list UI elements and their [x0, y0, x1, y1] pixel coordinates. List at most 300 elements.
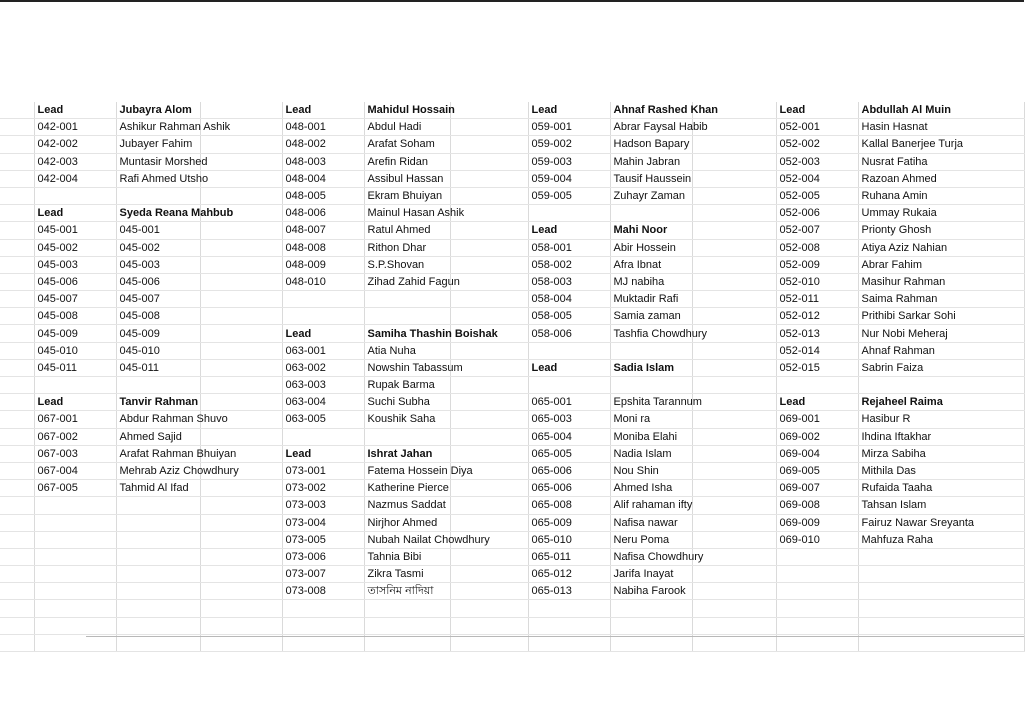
- sheet-cell[interactable]: [116, 600, 200, 617]
- sheet-cell[interactable]: [450, 428, 528, 445]
- sheet-cell[interactable]: Abrar Fahim: [858, 256, 1024, 273]
- sheet-cell[interactable]: 045-009: [116, 325, 200, 342]
- sheet-cell[interactable]: [692, 308, 776, 325]
- sheet-cell[interactable]: 045-002: [34, 239, 116, 256]
- sheet-cell[interactable]: [0, 583, 34, 600]
- sheet-cell[interactable]: [610, 617, 692, 634]
- sheet-cell[interactable]: Ashikur Rahman Ashik: [116, 119, 200, 136]
- sheet-cell[interactable]: Arafat Soham: [364, 136, 450, 153]
- sheet-cell[interactable]: [858, 548, 1024, 565]
- sheet-cell[interactable]: Tanvir Rahman: [116, 394, 200, 411]
- sheet-cell[interactable]: [0, 119, 34, 136]
- sheet-cell[interactable]: Nirjhor Ahmed: [364, 514, 450, 531]
- sheet-cell[interactable]: 045-001: [34, 222, 116, 239]
- sheet-cell[interactable]: 069-004: [776, 445, 858, 462]
- sheet-cell[interactable]: [34, 377, 116, 394]
- sheet-cell[interactable]: Abdullah Al Muin: [858, 102, 1024, 119]
- sheet-cell[interactable]: Zikra Tasmi: [364, 566, 450, 583]
- sheet-cell[interactable]: Ishrat Jahan: [364, 445, 450, 462]
- sheet-cell[interactable]: 065-006: [528, 462, 610, 479]
- sheet-cell[interactable]: Arafat Rahman Bhuiyan: [116, 445, 200, 462]
- sheet-cell[interactable]: 045-011: [34, 359, 116, 376]
- sheet-cell[interactable]: 045-006: [116, 273, 200, 290]
- sheet-cell[interactable]: Jubayer Fahim: [116, 136, 200, 153]
- sheet-cell[interactable]: [116, 531, 200, 548]
- sheet-cell[interactable]: 059-002: [528, 136, 610, 153]
- sheet-cell[interactable]: [0, 428, 34, 445]
- sheet-cell[interactable]: Mirza Sabiha: [858, 445, 1024, 462]
- sheet-cell[interactable]: [200, 308, 282, 325]
- sheet-cell[interactable]: 065-008: [528, 497, 610, 514]
- sheet-cell[interactable]: [692, 583, 776, 600]
- sheet-cell[interactable]: [200, 239, 282, 256]
- sheet-cell[interactable]: [450, 102, 528, 119]
- sheet-cell[interactable]: [0, 239, 34, 256]
- sheet-cell[interactable]: [200, 256, 282, 273]
- sheet-cell[interactable]: [858, 377, 1024, 394]
- sheet-cell[interactable]: [200, 600, 282, 617]
- sheet-cell[interactable]: [450, 548, 528, 565]
- sheet-cell[interactable]: Hasin Hasnat: [858, 119, 1024, 136]
- sheet-cell[interactable]: [450, 153, 528, 170]
- sheet-cell[interactable]: 063-001: [282, 342, 364, 359]
- sheet-cell[interactable]: 065-003: [528, 411, 610, 428]
- sheet-cell[interactable]: [692, 256, 776, 273]
- sheet-cell[interactable]: [692, 136, 776, 153]
- sheet-cell[interactable]: [0, 102, 34, 119]
- sheet-cell[interactable]: 052-007: [776, 222, 858, 239]
- sheet-cell[interactable]: Rupak Barma: [364, 377, 450, 394]
- sheet-cell[interactable]: Atia Nuha: [364, 342, 450, 359]
- sheet-cell[interactable]: [450, 480, 528, 497]
- sheet-cell[interactable]: 045-009: [34, 325, 116, 342]
- sheet-cell[interactable]: 067-002: [34, 428, 116, 445]
- sheet-cell[interactable]: 069-002: [776, 428, 858, 445]
- sheet-cell[interactable]: [450, 342, 528, 359]
- sheet-cell[interactable]: [34, 600, 116, 617]
- sheet-cell[interactable]: 073-004: [282, 514, 364, 531]
- sheet-cell[interactable]: [116, 514, 200, 531]
- sheet-cell[interactable]: Nazmus Saddat: [364, 497, 450, 514]
- sheet-cell[interactable]: [692, 273, 776, 290]
- sheet-cell[interactable]: 059-001: [528, 119, 610, 136]
- sheet-cell[interactable]: Prionty Ghosh: [858, 222, 1024, 239]
- sheet-cell[interactable]: 048-001: [282, 119, 364, 136]
- sheet-cell[interactable]: [0, 325, 34, 342]
- sheet-cell[interactable]: [692, 514, 776, 531]
- sheet-cell[interactable]: [0, 256, 34, 273]
- sheet-cell[interactable]: 045-010: [116, 342, 200, 359]
- sheet-cell[interactable]: 048-008: [282, 239, 364, 256]
- sheet-cell[interactable]: Fatema Hossein Diya: [364, 462, 450, 479]
- sheet-cell[interactable]: [0, 634, 34, 651]
- sheet-cell[interactable]: 048-003: [282, 153, 364, 170]
- sheet-cell[interactable]: 045-008: [34, 308, 116, 325]
- sheet-cell[interactable]: Mahi Noor: [610, 222, 692, 239]
- sheet-cell[interactable]: Moniba Elahi: [610, 428, 692, 445]
- sheet-cell[interactable]: Rufaida Taaha: [858, 480, 1024, 497]
- sheet-cell[interactable]: [34, 531, 116, 548]
- sheet-cell[interactable]: [692, 222, 776, 239]
- sheet-cell[interactable]: 058-004: [528, 291, 610, 308]
- sheet-cell[interactable]: 052-004: [776, 170, 858, 187]
- sheet-cell[interactable]: Tahmid Al Ifad: [116, 480, 200, 497]
- sheet-cell[interactable]: [692, 480, 776, 497]
- sheet-cell[interactable]: [776, 583, 858, 600]
- sheet-cell[interactable]: 073-005: [282, 531, 364, 548]
- sheet-cell[interactable]: [0, 308, 34, 325]
- sheet-cell[interactable]: Nowshin Tabassum: [364, 359, 450, 376]
- sheet-cell[interactable]: 058-003: [528, 273, 610, 290]
- sheet-cell[interactable]: Mainul Hasan Ashik: [364, 205, 450, 222]
- sheet-cell[interactable]: [0, 153, 34, 170]
- sheet-cell[interactable]: [858, 583, 1024, 600]
- sheet-cell[interactable]: 048-002: [282, 136, 364, 153]
- sheet-cell[interactable]: [692, 445, 776, 462]
- sheet-cell[interactable]: [0, 187, 34, 204]
- sheet-cell[interactable]: Lead: [282, 325, 364, 342]
- sheet-cell[interactable]: 058-006: [528, 325, 610, 342]
- sheet-cell[interactable]: [0, 566, 34, 583]
- sheet-cell[interactable]: [116, 617, 200, 634]
- sheet-cell[interactable]: Prithibi Sarkar Sohi: [858, 308, 1024, 325]
- sheet-cell[interactable]: Ihdina Iftakhar: [858, 428, 1024, 445]
- sheet-cell[interactable]: Nafisa nawar: [610, 514, 692, 531]
- sheet-cell[interactable]: 067-004: [34, 462, 116, 479]
- sheet-cell[interactable]: Saima Rahman: [858, 291, 1024, 308]
- sheet-cell[interactable]: [364, 308, 450, 325]
- sheet-cell[interactable]: Mehrab Aziz Chowdhury: [116, 462, 200, 479]
- sheet-cell[interactable]: 065-001: [528, 394, 610, 411]
- sheet-cell[interactable]: [200, 394, 282, 411]
- sheet-cell[interactable]: Nou Shin: [610, 462, 692, 479]
- sheet-cell[interactable]: 058-001: [528, 239, 610, 256]
- sheet-cell[interactable]: 067-001: [34, 411, 116, 428]
- sheet-cell[interactable]: Nubah Nailat Chowdhury: [364, 531, 450, 548]
- sheet-cell[interactable]: 052-001: [776, 119, 858, 136]
- sheet-cell[interactable]: Ekram Bhuiyan: [364, 187, 450, 204]
- sheet-cell[interactable]: 045-003: [116, 256, 200, 273]
- sheet-cell[interactable]: [0, 273, 34, 290]
- sheet-cell[interactable]: [776, 566, 858, 583]
- sheet-cell[interactable]: 058-002: [528, 256, 610, 273]
- sheet-cell[interactable]: Ahnaf Rashed Khan: [610, 102, 692, 119]
- sheet-cell[interactable]: Razoan Ahmed: [858, 170, 1024, 187]
- sheet-cell[interactable]: Alif rahaman ifty: [610, 497, 692, 514]
- sheet-cell[interactable]: 052-011: [776, 291, 858, 308]
- sheet-cell[interactable]: Lead: [776, 102, 858, 119]
- sheet-cell[interactable]: [692, 187, 776, 204]
- sheet-cell[interactable]: [528, 377, 610, 394]
- sheet-cell[interactable]: Sadia Islam: [610, 359, 692, 376]
- sheet-cell[interactable]: [0, 205, 34, 222]
- sheet-cell[interactable]: [34, 548, 116, 565]
- sheet-cell[interactable]: 069-007: [776, 480, 858, 497]
- sheet-cell[interactable]: 065-010: [528, 531, 610, 548]
- sheet-cell[interactable]: [692, 548, 776, 565]
- sheet-cell[interactable]: [858, 566, 1024, 583]
- sheet-cell[interactable]: Nur Nobi Meheraj: [858, 325, 1024, 342]
- sheet-cell[interactable]: 045-007: [34, 291, 116, 308]
- sheet-cell[interactable]: S.P.Shovan: [364, 256, 450, 273]
- sheet-cell[interactable]: [450, 187, 528, 204]
- sheet-cell[interactable]: Kallal Banerjee Turja: [858, 136, 1024, 153]
- sheet-cell[interactable]: [450, 514, 528, 531]
- sheet-cell[interactable]: [858, 617, 1024, 634]
- sheet-cell[interactable]: 052-006: [776, 205, 858, 222]
- sheet-cell[interactable]: [450, 411, 528, 428]
- sheet-cell[interactable]: 073-002: [282, 480, 364, 497]
- sheet-cell[interactable]: [528, 342, 610, 359]
- sheet-cell[interactable]: [282, 600, 364, 617]
- sheet-cell[interactable]: [776, 617, 858, 634]
- sheet-cell[interactable]: [692, 566, 776, 583]
- sheet-cell[interactable]: [610, 377, 692, 394]
- sheet-cell[interactable]: [200, 617, 282, 634]
- sheet-cell[interactable]: Rejaheel Raima: [858, 394, 1024, 411]
- sheet-cell[interactable]: Ratul Ahmed: [364, 222, 450, 239]
- sheet-cell[interactable]: 065-011: [528, 548, 610, 565]
- sheet-cell[interactable]: 067-003: [34, 445, 116, 462]
- sheet-cell[interactable]: [0, 514, 34, 531]
- sheet-cell[interactable]: 059-005: [528, 187, 610, 204]
- sheet-cell[interactable]: [200, 222, 282, 239]
- sheet-cell[interactable]: 048-006: [282, 205, 364, 222]
- sheet-cell[interactable]: [0, 600, 34, 617]
- sheet-cell[interactable]: [200, 548, 282, 565]
- sheet-cell[interactable]: [450, 222, 528, 239]
- sheet-cell[interactable]: [0, 497, 34, 514]
- sheet-cell[interactable]: [692, 170, 776, 187]
- sheet-cell[interactable]: [692, 359, 776, 376]
- sheet-cell[interactable]: [450, 119, 528, 136]
- sheet-cell[interactable]: [116, 548, 200, 565]
- sheet-cell[interactable]: [692, 205, 776, 222]
- sheet-cell[interactable]: 063-004: [282, 394, 364, 411]
- sheet-cell[interactable]: Zuhayr Zaman: [610, 187, 692, 204]
- sheet-cell[interactable]: 065-004: [528, 428, 610, 445]
- sheet-cell[interactable]: [692, 239, 776, 256]
- sheet-cell[interactable]: 045-008: [116, 308, 200, 325]
- sheet-cell[interactable]: [450, 136, 528, 153]
- sheet-cell[interactable]: [0, 548, 34, 565]
- sheet-cell[interactable]: Rithon Dhar: [364, 239, 450, 256]
- sheet-cell[interactable]: [116, 377, 200, 394]
- sheet-cell[interactable]: Nadia Islam: [610, 445, 692, 462]
- sheet-cell[interactable]: 045-007: [116, 291, 200, 308]
- sheet-cell[interactable]: Abdur Rahman Shuvo: [116, 411, 200, 428]
- sheet-cell[interactable]: [34, 617, 116, 634]
- sheet-cell[interactable]: Samiha Thashin Boishak: [364, 325, 450, 342]
- sheet-cell[interactable]: 067-005: [34, 480, 116, 497]
- sheet-cell[interactable]: Katherine Pierce: [364, 480, 450, 497]
- sheet-cell[interactable]: 069-009: [776, 514, 858, 531]
- sheet-cell[interactable]: Tashfia Chowdhury: [610, 325, 692, 342]
- sheet-cell[interactable]: [200, 377, 282, 394]
- sheet-cell[interactable]: তাসনিম নাদিয়া: [364, 583, 450, 600]
- sheet-cell[interactable]: [450, 600, 528, 617]
- sheet-cell[interactable]: 073-007: [282, 566, 364, 583]
- sheet-cell[interactable]: Abir Hossein: [610, 239, 692, 256]
- sheet-cell[interactable]: [200, 136, 282, 153]
- sheet-cell[interactable]: [116, 566, 200, 583]
- sheet-cell[interactable]: 045-006: [34, 273, 116, 290]
- sheet-cell[interactable]: 045-011: [116, 359, 200, 376]
- sheet-cell[interactable]: 065-006: [528, 480, 610, 497]
- sheet-cell[interactable]: 042-001: [34, 119, 116, 136]
- sheet-cell[interactable]: 069-008: [776, 497, 858, 514]
- sheet-cell[interactable]: Suchi Subha: [364, 394, 450, 411]
- sheet-cell[interactable]: [610, 205, 692, 222]
- sheet-cell[interactable]: [450, 583, 528, 600]
- sheet-cell[interactable]: [200, 170, 282, 187]
- sheet-cell[interactable]: [610, 342, 692, 359]
- sheet-cell[interactable]: Syeda Reana Mahbub: [116, 205, 200, 222]
- sheet-cell[interactable]: [692, 462, 776, 479]
- sheet-cell[interactable]: Fairuz Nawar Sreyanta: [858, 514, 1024, 531]
- sheet-cell[interactable]: [450, 291, 528, 308]
- sheet-cell[interactable]: Tahsan Islam: [858, 497, 1024, 514]
- sheet-cell[interactable]: [0, 445, 34, 462]
- sheet-cell[interactable]: 073-001: [282, 462, 364, 479]
- sheet-cell[interactable]: Lead: [34, 394, 116, 411]
- sheet-cell[interactable]: [528, 617, 610, 634]
- sheet-cell[interactable]: [364, 617, 450, 634]
- sheet-cell[interactable]: [0, 411, 34, 428]
- sheet-cell[interactable]: 042-002: [34, 136, 116, 153]
- sheet-cell[interactable]: [34, 187, 116, 204]
- spreadsheet-grid[interactable]: [0, 102, 1024, 637]
- sheet-cell[interactable]: [34, 583, 116, 600]
- sheet-cell[interactable]: [0, 480, 34, 497]
- sheet-cell[interactable]: [692, 497, 776, 514]
- sheet-cell[interactable]: [450, 273, 528, 290]
- sheet-cell[interactable]: Lead: [34, 205, 116, 222]
- sheet-cell[interactable]: 065-005: [528, 445, 610, 462]
- sheet-cell[interactable]: [200, 102, 282, 119]
- sheet-cell[interactable]: [692, 342, 776, 359]
- sheet-cell[interactable]: 063-005: [282, 411, 364, 428]
- sheet-cell[interactable]: Tahnia Bibi: [364, 548, 450, 565]
- sheet-cell[interactable]: Ahmed Isha: [610, 480, 692, 497]
- sheet-cell[interactable]: Jubayra Alom: [116, 102, 200, 119]
- sheet-cell[interactable]: 045-003: [34, 256, 116, 273]
- sheet-cell[interactable]: 058-005: [528, 308, 610, 325]
- sheet-cell[interactable]: [200, 273, 282, 290]
- sheet-cell[interactable]: [776, 377, 858, 394]
- sheet-cell[interactable]: [692, 291, 776, 308]
- sheet-cell[interactable]: 065-009: [528, 514, 610, 531]
- sheet-cell[interactable]: [450, 394, 528, 411]
- sheet-cell[interactable]: 069-005: [776, 462, 858, 479]
- sheet-cell[interactable]: Ahnaf Rahman: [858, 342, 1024, 359]
- sheet-cell[interactable]: Sabrin Faiza: [858, 359, 1024, 376]
- sheet-cell[interactable]: [200, 291, 282, 308]
- sheet-cell[interactable]: [200, 514, 282, 531]
- sheet-cell[interactable]: Atiya Aziz Nahian: [858, 239, 1024, 256]
- sheet-cell[interactable]: [282, 291, 364, 308]
- sheet-cell[interactable]: [692, 153, 776, 170]
- sheet-cell[interactable]: Hadson Bapary: [610, 136, 692, 153]
- sheet-cell[interactable]: [450, 308, 528, 325]
- sheet-cell[interactable]: Muntasir Morshed: [116, 153, 200, 170]
- sheet-cell[interactable]: 048-005: [282, 187, 364, 204]
- sheet-cell[interactable]: 065-012: [528, 566, 610, 583]
- sheet-cell[interactable]: [200, 342, 282, 359]
- sheet-cell[interactable]: 073-008: [282, 583, 364, 600]
- sheet-cell[interactable]: [364, 291, 450, 308]
- sheet-cell[interactable]: Koushik Saha: [364, 411, 450, 428]
- sheet-cell[interactable]: [282, 428, 364, 445]
- sheet-cell[interactable]: [200, 187, 282, 204]
- sheet-cell[interactable]: [0, 377, 34, 394]
- sheet-cell[interactable]: [450, 617, 528, 634]
- sheet-cell[interactable]: Zihad Zahid Fagun: [364, 273, 450, 290]
- sheet-cell[interactable]: Lead: [528, 102, 610, 119]
- sheet-cell[interactable]: 045-002: [116, 239, 200, 256]
- sheet-cell[interactable]: Afra Ibnat: [610, 256, 692, 273]
- sheet-cell[interactable]: 052-008: [776, 239, 858, 256]
- sheet-cell[interactable]: Moni ra: [610, 411, 692, 428]
- sheet-cell[interactable]: 052-012: [776, 308, 858, 325]
- sheet-cell[interactable]: Arefin Ridan: [364, 153, 450, 170]
- sheet-cell[interactable]: 052-015: [776, 359, 858, 376]
- sheet-cell[interactable]: [200, 153, 282, 170]
- sheet-cell[interactable]: 073-006: [282, 548, 364, 565]
- sheet-cell[interactable]: Hasibur R: [858, 411, 1024, 428]
- sheet-cell[interactable]: [450, 497, 528, 514]
- sheet-cell[interactable]: [200, 566, 282, 583]
- sheet-cell[interactable]: 063-002: [282, 359, 364, 376]
- sheet-cell[interactable]: [528, 600, 610, 617]
- sheet-cell[interactable]: 052-005: [776, 187, 858, 204]
- sheet-cell[interactable]: [364, 600, 450, 617]
- sheet-cell[interactable]: Tausif Haussein: [610, 170, 692, 187]
- sheet-cell[interactable]: Nabiha Farook: [610, 583, 692, 600]
- sheet-cell[interactable]: Ahmed Sajid: [116, 428, 200, 445]
- sheet-cell[interactable]: 059-003: [528, 153, 610, 170]
- sheet-cell[interactable]: 069-001: [776, 411, 858, 428]
- sheet-cell[interactable]: [528, 205, 610, 222]
- sheet-cell[interactable]: 052-013: [776, 325, 858, 342]
- sheet-cell[interactable]: [692, 531, 776, 548]
- sheet-cell[interactable]: Assibul Hassan: [364, 170, 450, 187]
- sheet-cell[interactable]: Rafi Ahmed Utsho: [116, 170, 200, 187]
- sheet-cell[interactable]: Mahin Jabran: [610, 153, 692, 170]
- sheet-cell[interactable]: [116, 583, 200, 600]
- sheet-cell[interactable]: Muktadir Rafi: [610, 291, 692, 308]
- sheet-cell[interactable]: 069-010: [776, 531, 858, 548]
- sheet-cell[interactable]: 048-009: [282, 256, 364, 273]
- sheet-cell[interactable]: Lead: [528, 222, 610, 239]
- sheet-cell[interactable]: [0, 531, 34, 548]
- sheet-cell[interactable]: 063-003: [282, 377, 364, 394]
- sheet-cell[interactable]: Jarifa Inayat: [610, 566, 692, 583]
- sheet-cell[interactable]: 048-007: [282, 222, 364, 239]
- sheet-cell[interactable]: Masihur Rahman: [858, 273, 1024, 290]
- sheet-cell[interactable]: [450, 445, 528, 462]
- sheet-cell[interactable]: 065-013: [528, 583, 610, 600]
- sheet-cell[interactable]: Samia zaman: [610, 308, 692, 325]
- sheet-cell[interactable]: [200, 325, 282, 342]
- sheet-cell[interactable]: [0, 222, 34, 239]
- sheet-cell[interactable]: [450, 566, 528, 583]
- sheet-cell[interactable]: [0, 462, 34, 479]
- sheet-cell[interactable]: Ruhana Amin: [858, 187, 1024, 204]
- sheet-cell[interactable]: Nafisa Chowdhury: [610, 548, 692, 565]
- sheet-cell[interactable]: Abdul Hadi: [364, 119, 450, 136]
- sheet-cell[interactable]: Epshita Tarannum: [610, 394, 692, 411]
